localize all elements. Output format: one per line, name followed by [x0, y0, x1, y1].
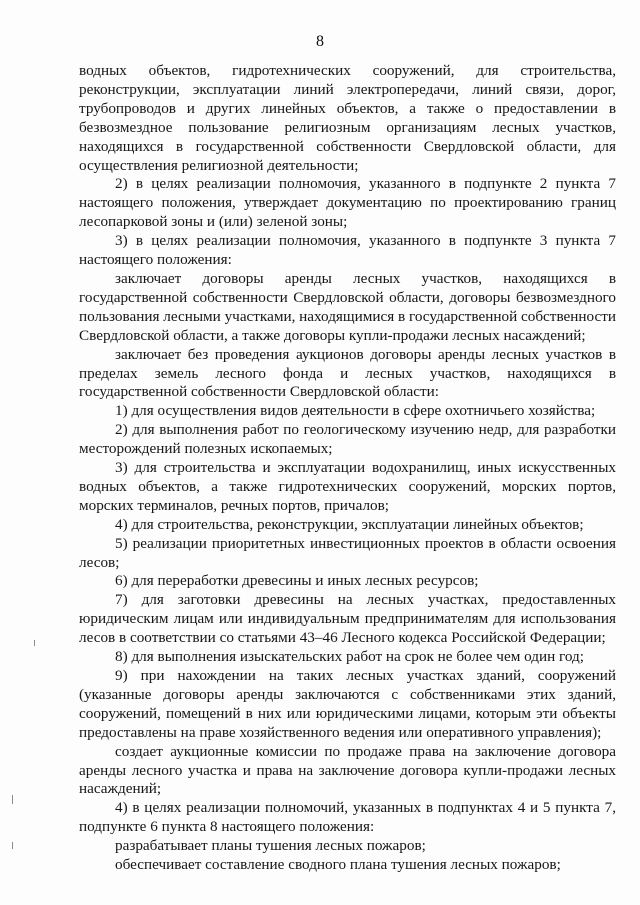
scan-margin-mark: [34, 640, 35, 646]
paragraph: 2) в целях реализации полномочия, указанного в подпункте 2 пункта 7 настоящего положения, утверждает документацию по проектированию границ лесопарковой зоны и (или) зеленой зоны;: [79, 175, 616, 231]
paragraph: водных объектов, гидротехнических сооружений, для строительства, реконструкции, эксплуатации линий электропередачи, линий связи, дорог, трубопроводов и других линейных объектов, а также о предоставлении в безвозмездное пользование религиозным организациям лесных участков, находящихся в государственной собственности Свердловской области, для осуществления религиозной деятельности;: [79, 62, 616, 174]
scan-margin-mark: [12, 842, 13, 849]
paragraph: 9) при нахождении на таких лесных участках зданий, сооружений (указанные договоры аренды заключаются с собственниками этих зданий, сооружений, помещений в них или юридическими лицами, которым эти объекты предоставлены на праве хозяйственного ведения или оперативного управления);: [79, 667, 616, 741]
paragraph: 3) для строительства и эксплуатации водохранилищ, иных искусственных водных объектов, а также гидротехнических сооружений, морских портов, морских терминалов, речных портов, причалов;: [79, 459, 616, 514]
paragraph: заключает без проведения аукционов договоры аренды лесных участков в пределах земель лесного фонда и лесных участков, находящихся в государственной собственности Свердловской области:: [79, 345, 616, 401]
paragraph: 2) для выполнения работ по геологическому изучению недр, для разработки месторождений полезных ископаемых;: [79, 421, 616, 458]
paragraph: 3) в целях реализации полномочия, указанного в подпункте 3 пункта 7 настоящего положения:: [79, 232, 616, 269]
paragraph: 8) для выполнения изыскательских работ на срок не более чем один год;: [115, 648, 584, 666]
paragraph: 6) для переработки древесины и иных лесных ресурсов;: [115, 572, 479, 590]
paragraph: обеспечивает составление сводного плана тушения лесных пожаров;: [115, 856, 561, 874]
paragraph: 5) реализации приоритетных инвестиционных проектов в области освоения лесов;: [79, 534, 616, 571]
paragraph: разрабатывает планы тушения лесных пожаров;: [115, 837, 426, 855]
paragraph: создает аукционные комиссии по продаже права на заключение договора аренды лесного участка и права на заключение договора купли-продажи лесных насаждений;: [79, 742, 616, 798]
document-body: [79, 62, 616, 875]
paragraph: 1) для осуществления видов деятельности в сфере охотничьего хозяйства;: [115, 402, 596, 420]
paragraph: 4) в целях реализации полномочий, указанных в подпунктах 4 и 5 пункта 7, подпункте 6 пункта 8 настоящего положения:: [79, 799, 616, 836]
page-number: 8: [316, 33, 324, 50]
paragraph: 4) для строительства, реконструкции, эксплуатации линейных объектов;: [115, 515, 584, 533]
paragraph: заключает договоры аренды лесных участков, находящихся в государственной собственности Свердловской области, договоры безвозмездного пользования лесными участками, находящимися в государственной собственности Свердловской области, а также договоры купли-продажи лесных насаждений;: [79, 269, 616, 344]
paragraph: 7) для заготовки древесины на лесных участках, предоставленных юридическим лицам или индивидуальным предпринимателям для использования лесов в соответствии со статьями 43–46 Лесного кодекса Российской Федерации;: [79, 591, 616, 647]
scan-margin-mark: [12, 795, 13, 804]
